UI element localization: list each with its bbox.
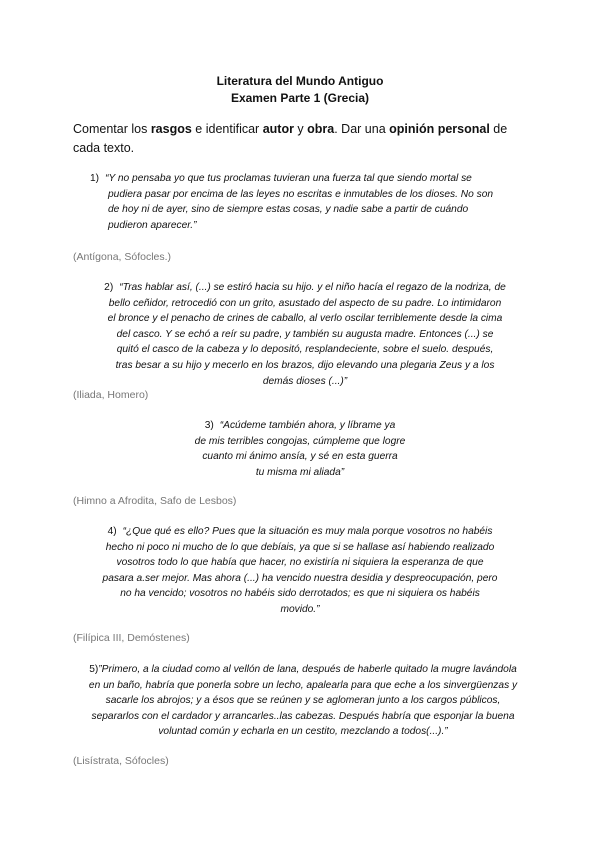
instructions-text: y xyxy=(293,122,308,136)
keyword-obra: obra xyxy=(307,122,335,136)
quote-2 xyxy=(75,280,535,389)
quote-line: el bronce y el penacho de crines de caballo, al verlo oscilar terriblemente desde la cima xyxy=(107,313,503,325)
source-4: (Filípica III, Demóstenes) xyxy=(73,632,190,644)
source-1: (Antígona, Sófocles.) xyxy=(73,251,172,263)
quote-line: quitó el casco de la cabeza y lo depositó, resplandeciente, sobre el suelo. después, xyxy=(116,344,494,356)
document-subtitle: Examen Parte 1 (Grecia) xyxy=(230,91,370,105)
instructions xyxy=(73,120,533,158)
quote-line: vosotros todo lo que había que hacer, no existiría ni siquiera la esperanza de que xyxy=(116,557,484,569)
quote-line: 2) “Tras hablar así, (...) se estiró hacia su hijo. y el niño hacía el regazo de la nodriza, de xyxy=(104,282,506,293)
instructions-text: e identificar xyxy=(191,122,263,136)
quote-5 xyxy=(68,662,538,740)
quote-3 xyxy=(150,418,450,480)
quote-line: del casco. Y se echó a reír su padre, y también su augusta madre. Entonces (...) se xyxy=(116,328,494,340)
quote-number: 4) xyxy=(107,526,117,537)
quote-line: no ha vencido; vosotros no habéis sido derrotados; es que ni siquiera os habéis xyxy=(120,588,480,600)
quote-line: pudieron aparecer.” xyxy=(108,219,197,231)
quote-line: hecho ni poco ni mucho de lo que debíais, ya que si se hallase así habiendo realizado xyxy=(105,541,495,553)
quote-number: 5) xyxy=(89,664,99,675)
quote-line: cuanto mi ánimo ansía, y sé en esta guerra xyxy=(202,451,398,463)
quote-number: 2) xyxy=(104,282,114,293)
instructions-text: Comentar los xyxy=(73,122,151,136)
quote-number: 3) xyxy=(204,420,214,431)
keyword-opinion-personal: opinión personal xyxy=(389,122,490,136)
keyword-autor: autor xyxy=(262,122,294,136)
quote-4 xyxy=(70,524,530,618)
quote-line: de mis terribles congojas, cúmpleme que logre xyxy=(194,435,406,447)
quote-line: de hoy ni de ayer, sino de siempre estas cosas, y nadie sabe a partir de cuándo xyxy=(108,204,469,216)
quote-line: 1) “Y no pensaba yo que tus proclamas tuvieran una fuerza tal que siendo mortal se xyxy=(90,173,472,184)
quote-number: 1) xyxy=(90,173,100,184)
instructions-text: . Dar una xyxy=(334,122,390,136)
source-5: (Lisístrata, Sófocles) xyxy=(73,755,169,767)
quote-line: tras besar a su hijo y mecerlo en los brazos, dijo elevando una plegaria Zeus y a los xyxy=(115,359,495,371)
quote-line: en un baño, habría que ponerla sobre un lecho, apalearla para que eche a los sinvergüenzas y xyxy=(88,679,518,691)
quote-line: 4) “¿Que qué es ello? Pues que la situación es muy mala porque vosotros no habéis xyxy=(107,526,493,537)
quote-line: movido.” xyxy=(280,603,320,615)
instructions-text: de cada texto. xyxy=(73,122,508,155)
quote-line: bello ceñidor, retrocedió con un grito, asustado del aspecto de su padre. Lo intimidaron xyxy=(108,297,502,309)
quote-line: separarlos con el cardador y arrancarles..las cabezas. Después habría que esponjar la buena xyxy=(91,710,515,722)
source-2: (Iliada, Homero) xyxy=(73,389,149,401)
keyword-rasgos: rasgos xyxy=(150,122,192,136)
quote-line: demás dioses (...)” xyxy=(262,375,348,387)
quote-line: pasara a.ser mejor. Mas ahora (...) ha vencido nuestra desidia y despreocupación, pero xyxy=(102,572,498,584)
quote-line: tu misma mi aliada” xyxy=(255,466,345,478)
document-title: Literatura del Mundo Antiguo xyxy=(216,74,384,88)
source-3: (Himno a Afrodita, Safo de Lesbos) xyxy=(73,495,237,507)
quote-line: 3) “Acúdeme también ahora, y líbrame ya xyxy=(204,420,396,431)
quote-line: sacarle los abrojos; y a ésos que se reúnen y se aglomeran junto a los cargos públicos, xyxy=(105,695,501,707)
quote-line: 5)”Primero, a la ciudad como al vellón de lana, después de haberle quitado la mugre lavándola xyxy=(89,664,517,675)
quote-line: pudiera pasar por encima de las leyes no escritas e inmutables de los dioses. No son xyxy=(108,188,494,200)
quote-1 xyxy=(90,171,550,233)
quote-line: voluntad común y echarla en un cestito, mezclando a todos(...).” xyxy=(158,726,448,738)
